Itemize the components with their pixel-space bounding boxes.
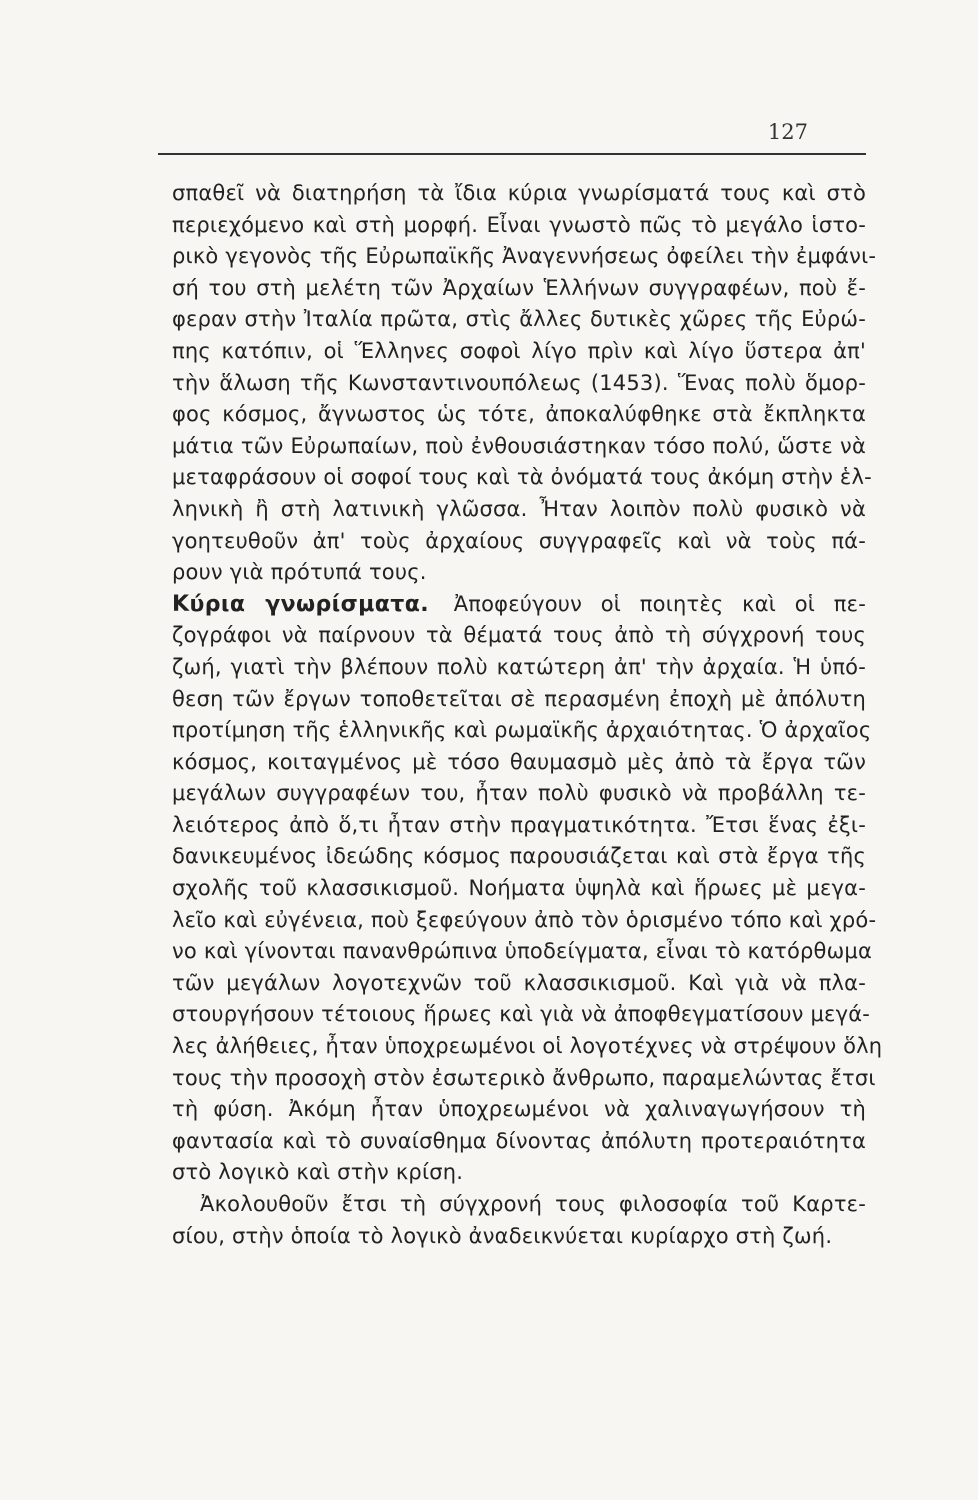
- text-line: σπαθεῖ νὰ διατηρήση τὰ ἴδια κύρια γνωρίσματά τους καὶ στὸ: [172, 181, 866, 205]
- text-line: προτίμηση τῆς ἑλληνικῆς καὶ ρωμαϊκῆς ἀρχαιότητας. Ὁ ἀρχαῖος: [172, 718, 872, 743]
- text-line: σή του στὴ μελέτη τῶν Ἀρχαίων Ἑλλήνων συγγραφέων, ποὺ ἔ-: [172, 275, 866, 300]
- text-line: λειότερος ἀπὸ ὅ,τι ἦταν στὴν πραγματικότητα. Ἔτσι ἕνας ἐξι-: [172, 812, 866, 837]
- text-line: πης κατόπιν, οἱ Ἕλληνες σοφοὶ λίγο πρὶν καὶ λίγο ὕστερα ἀπ': [172, 338, 866, 363]
- text-line: τῶν μεγάλων λογοτεχνῶν τοῦ κλασσικισμοῦ. Καὶ γιὰ νὰ πλα-: [172, 970, 866, 995]
- section-first-line-text: Ἀποφεύγουν οἱ ποιητὲς καὶ οἱ πε-: [453, 591, 866, 616]
- text-line: λεῖο καὶ εὐγένεια, ποὺ ξεφεύγουν ἀπὸ τὸν ὁρισμένο τόπο καὶ χρό-: [172, 907, 877, 932]
- page-number: 127: [767, 120, 808, 144]
- text-line: ρουν γιὰ πρότυπά τους.: [172, 560, 427, 585]
- text-line: Ἀκολουθοῦν ἔτσι τὴ σύγχρονή τους φιλοσοφία τοῦ Καρτε-: [200, 1192, 866, 1216]
- text-line: ρικὸ γεγονὸς τῆς Εὐρωπαϊκῆς Ἀναγεννήσεως ὀφείλει τὴν ἐμφάνι-: [172, 244, 877, 269]
- text-line: στὸ λογικὸ καὶ στὴν κρίση.: [172, 1160, 464, 1185]
- text-line: φεραν στὴν Ἰταλία πρῶτα, στὶς ἄλλες δυτικὲς χῶρες τῆς Εὐρώ-: [172, 307, 866, 332]
- text-line: θεση τῶν ἔργων τοποθετεῖται σὲ περασμένη ἐποχὴ μὲ ἀπόλυτη: [172, 686, 866, 711]
- section-first-line: [172, 589, 866, 621]
- text-line: τὴ φύση. Ἀκόμη ἦταν ὑποχρεωμένοι νὰ χαλιναγωγήσουν τὴ: [172, 1097, 866, 1122]
- text-line: ληνικὴ ἢ στὴ λατινικὴ γλῶσσα. Ἦταν λοιπὸν πολὺ φυσικὸ νὰ: [172, 496, 866, 521]
- text-line: σίου, στὴν ὁποία τὸ λογικὸ ἀναδεικνύεται κυρίαρχο στὴ ζωή.: [172, 1223, 833, 1248]
- text-line: μάτια τῶν Εὐρωπαίων, ποὺ ἐνθουσιάστηκαν τόσο πολύ, ὥστε νὰ: [172, 433, 866, 458]
- text-line: λες ἀλήθειες, ἦταν ὑποχρεωμένοι οἱ λογοτέχνες νὰ στρέψουν ὅλη: [172, 1034, 883, 1059]
- text-line: ζογράφοι νὰ παίρνουν τὰ θέματά τους ἀπὸ τὴ σύγχρονή τους: [172, 623, 866, 648]
- text-line: σχολῆς τοῦ κλασσικισμοῦ. Νοήματα ὑψηλὰ καὶ ἥρωες μὲ μεγα-: [172, 876, 866, 901]
- text-line: νο καὶ γίνονται πανανθρώπινα ὑποδείγματα, εἶναι τὸ κατόρθωμα: [172, 939, 872, 964]
- text-line: τὴν ἅλωση τῆς Κωνσταντινουπόλεως (1453). Ἕνας πολὺ ὅμορ-: [172, 370, 866, 395]
- section-heading: Κύρια γνωρίσματα.: [172, 591, 429, 617]
- body-text: [172, 178, 883, 1252]
- text-line: μεταφράσουν οἱ σοφοί τους καὶ τὰ ὀνόματά τους ἀκόμη στὴν ἑλ-: [172, 465, 872, 490]
- text-line: γοητευθοῦν ἀπ' τοὺς ἀρχαίους συγγραφεῖς καὶ νὰ τοὺς πά-: [172, 528, 866, 553]
- text-line: στουργήσουν τέτοιους ἥρωες καὶ γιὰ νὰ ἀποφθεγματίσουν μεγά-: [172, 1002, 871, 1027]
- text-line: τους τὴν προσοχὴ στὸν ἐσωτερικὸ ἄνθρωπο, παραμελώντας ἔτσι: [172, 1065, 876, 1090]
- text-line: μεγάλων συγγραφέων του, ἦταν πολὺ φυσικὸ νὰ προβάλλη τε-: [172, 781, 866, 806]
- text-line: ζωή, γιατὶ τὴν βλέπουν πολὺ κατώτερη ἀπ' τὴν ἀρχαία. Ἡ ὑπό-: [172, 654, 866, 679]
- text-line: φος κόσμος, ἄγνωστος ὡς τότε, ἀποκαλύφθηκε στὰ ἔκπληκτα: [172, 402, 866, 427]
- text-line: φαντασία καὶ τὸ συναίσθημα δίνοντας ἀπόλυτη προτεραιότητα: [172, 1128, 866, 1153]
- text-line: περιεχόμενο καὶ στὴ μορφή. Εἶναι γνωστὸ πῶς τὸ μεγάλο ἱστο-: [172, 212, 866, 237]
- text-line: κόσμος, κοιταγμένος μὲ τόσο θαυμασμὸ μὲς ἀπὸ τὰ ἔργα τῶν: [172, 749, 866, 774]
- text-line: δανικευμένος ἰδεώδης κόσμος παρουσιάζεται καὶ στὰ ἔργα τῆς: [172, 844, 866, 869]
- header-rule: [158, 153, 866, 155]
